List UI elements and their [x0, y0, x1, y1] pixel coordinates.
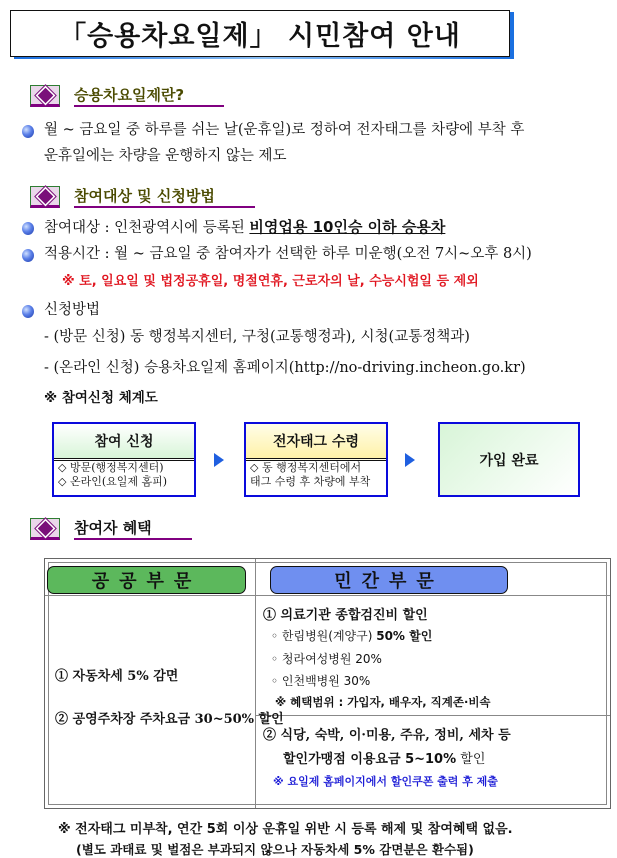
flow-title: ※ 참여신청 체계도 — [44, 390, 158, 406]
flow-step-title: 가입 완료 — [479, 452, 539, 469]
hospital-cheongna: ◦ 청라여성병원 20% — [271, 652, 382, 666]
section-title-benefits: 참여자 혜택 — [74, 518, 192, 540]
shops-suffix: 할인 — [456, 752, 486, 767]
diamond-icon — [30, 518, 60, 540]
page-title — [10, 10, 510, 57]
hospital-name: ◦ 한림병원(계양구) — [271, 629, 377, 643]
diamond-icon — [30, 186, 60, 208]
section-title-what: 승용차요일제란? — [74, 85, 224, 107]
medical-title: ① 의료기관 종합검진비 할인 — [263, 608, 428, 623]
arrow-right-icon — [405, 453, 415, 467]
benefits-table — [44, 558, 611, 809]
private-header: 민간부문 — [270, 566, 508, 594]
method-visit: - (방문 신청) 동 행정복지센터, 구청(교통행정과), 시청(교통정책과) — [44, 329, 470, 345]
target-value: 비영업용 10인승 이하 승용차 — [249, 218, 446, 236]
time-line: 적용시간 : 월 ~ 금요일 중 참여자가 선택한 하루 미운행(오전 7시~오후 8시) — [44, 246, 532, 262]
flow-step-title: 참여 신청 — [54, 424, 194, 461]
bullet-icon — [22, 249, 34, 262]
flow-step-line: ◇ 방문(행정복지센터) — [58, 461, 164, 474]
footer-line-1: ※ 전자태그 미부착, 연간 5회 이상 운휴일 위반 시 등록 해제 및 참여혜택 없음. — [58, 822, 513, 837]
coupon-note: ※ 요일제 홈페이지에서 할인쿠폰 출력 후 제출 — [273, 775, 498, 788]
benefit-scope: ※ 혜택범위 : 가입자, 배우자, 직계존·비속 — [275, 695, 491, 709]
page-title-text: 「승용차요일제」 시민참여 안내 — [59, 21, 461, 52]
method-label: 신청방법 — [44, 302, 101, 318]
public-item-1: ① 자동차세 5% 감면 — [55, 669, 179, 684]
flow-step-tag — [244, 422, 388, 497]
shops-discount: 5~10% — [405, 752, 457, 767]
flow-step-line: ◇ 동 행정복지센터에서 — [250, 461, 362, 474]
exclusion-note: ※ 토, 일요일 및 법정공휴일, 명절연휴, 근로자의 날, 수능시험일 등 제외 — [62, 274, 479, 289]
target-line — [44, 217, 445, 238]
method-online: - (온라인 신청) 승용차요일제 홈페이지(http://no-driving.incheon.go.kr) — [44, 360, 526, 376]
footer-line-2: (별도 과태료 및 벌점은 부과되지 않으나 자동차세 5% 감면분은 환수됨) — [76, 842, 474, 857]
table-divider — [255, 559, 256, 808]
table-divider — [45, 595, 610, 596]
what-line-2: 운휴일에는 차량을 운행하지 않는 제도 — [44, 148, 287, 164]
flow-step-complete — [438, 422, 580, 497]
flow-step-line: ◇ 온라인(요일제 홈피) — [58, 475, 168, 488]
shops-line-1: ② 식당, 숙박, 이·미용, 주유, 정비, 세차 등 — [263, 728, 511, 743]
hospital-hallym — [271, 627, 432, 645]
bullet-icon — [22, 222, 34, 235]
flow-step-line: 태그 수령 후 차량에 부착 — [250, 475, 371, 488]
public-item-2: ② 공영주차장 주차요금 30~50% 할인 — [55, 712, 284, 727]
bullet-icon — [22, 305, 34, 318]
flow-step-apply — [52, 422, 196, 497]
section-title-target: 참여대상 및 신청방법 — [74, 186, 255, 208]
bullet-icon — [22, 125, 34, 138]
shops-line-2 — [283, 751, 485, 769]
shops-prefix: 할인가맹점 이용요금 — [283, 752, 406, 767]
flow-step-title: 전자태그 수령 — [246, 424, 386, 461]
hospital-discount: 50% 할인 — [376, 629, 433, 643]
diamond-icon — [30, 85, 60, 107]
table-divider — [255, 715, 610, 716]
arrow-right-icon — [214, 453, 224, 467]
what-line-1: 월 ~ 금요일 중 하루를 쉬는 날(운휴일)로 정하여 전자태그를 차량에 부착 후 — [44, 122, 525, 138]
hospital-baek: ◦ 인천백병원 30% — [271, 674, 371, 688]
target-label: 참여대상 : 인천광역시에 등록된 — [44, 220, 250, 236]
public-header: 공공부문 — [47, 566, 246, 594]
